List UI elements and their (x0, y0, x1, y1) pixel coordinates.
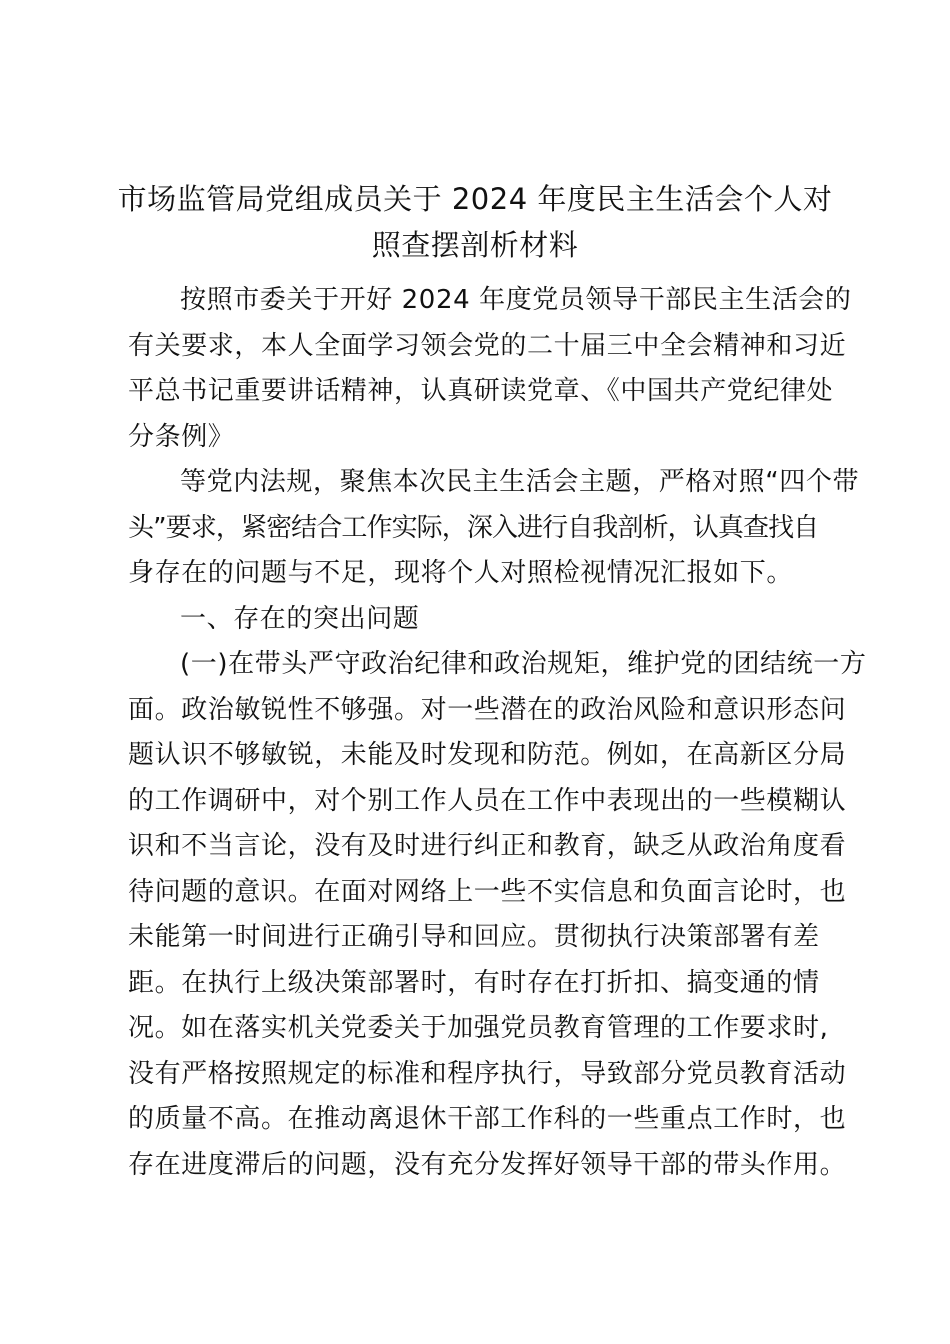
paragraph-line: 身存在的问题与不足，现将个人对照检视情况汇报如下。 (128, 558, 794, 588)
paragraph-line: 按照市委关于开好 2024 年度党员领导干部民主生活会的 (180, 285, 852, 315)
paragraph-line: 等党内法规，聚焦本次民主生活会主题，严格对照“四个带 (180, 467, 860, 497)
paragraph-line: 待问题的意识。在面对网络上一些不实信息和负面言论时，也 (128, 876, 847, 907)
paragraph-line: 存在进度滞后的问题，没有充分发挥好领导干部的带头作用。 (128, 1149, 847, 1180)
paragraph-line: 分条例》 (128, 421, 235, 452)
paragraph-line: 面。政治敏锐性不够强。对一些潜在的政治风险和意识形态问 (128, 694, 847, 725)
paragraph-line: (一)在带头严守政治纪律和政治规矩，维护党的团结统一方 (180, 649, 867, 679)
paragraph-line: 头”要求，紧密结合工作实际，深入进行自我剖析，认真查找自 (128, 512, 819, 543)
paragraph-line: 识和不当言论，没有及时进行纠正和教育，缺乏从政治角度看 (128, 831, 847, 861)
paragraph-line: 的质量不高。在推动离退休干部工作科的一些重点工作时，也 (128, 1104, 847, 1134)
paragraph-line: 平总书记重要讲话精神，认真研读党章、《中国共产党纪律处 (128, 376, 834, 406)
section-heading: 一、存在的突出问题 (180, 603, 420, 634)
document-body (128, 278, 867, 1188)
paragraph-line: 况。如在落实机关党委关于加强党员教育管理的工作要求时, (128, 1013, 829, 1043)
title-line: 市场监管局党组成员关于 2024 年度民主生活会个人对 (117, 182, 833, 216)
paragraph-line: 未能第一时间进行正确引导和回应。贯彻执行决策部署有差 (128, 922, 820, 952)
title-line: 照查摆剖析材料 (371, 228, 579, 262)
paragraph-line: 的工作调研中，对个别工作人员在工作中表现出的一些模糊认 (128, 785, 847, 816)
paragraph-line: 距。在执行上级决策部署时，有时存在打折扣、搞变通的情 (128, 967, 820, 998)
paragraph-line: 题认识不够敏锐，未能及时发现和防范。例如，在高新区分局 (128, 740, 847, 770)
paragraph-line: 没有严格按照规定的标准和程序执行，导致部分党员教育活动 (128, 1058, 847, 1089)
paragraph-line: 有关要求，本人全面学习领会党的二十届三中全会精神和习近 (128, 330, 847, 361)
document-title (110, 176, 840, 268)
